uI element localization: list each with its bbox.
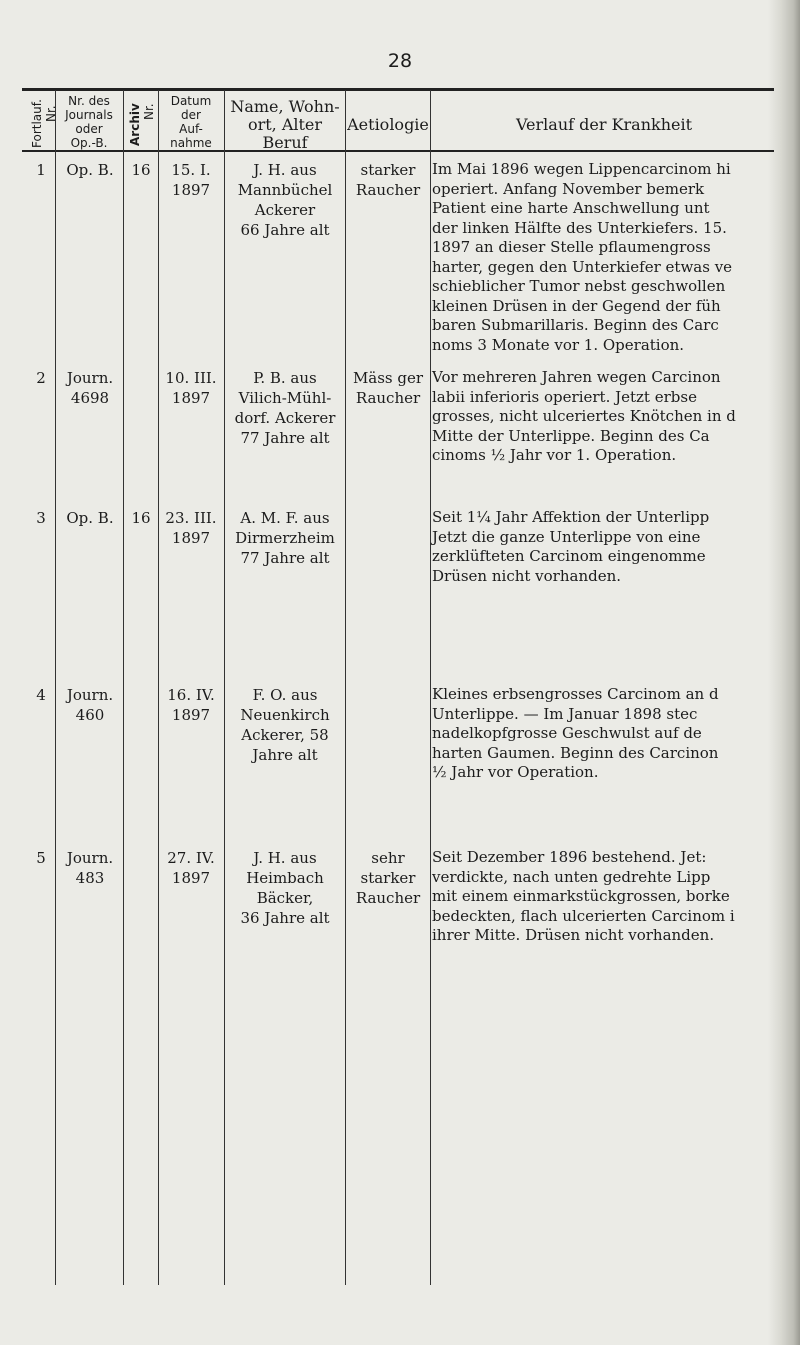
disease-course: Seit Dezember 1896 bestehend. Jet: verdickte, nach unten gedrehte Lipp mit einem einmarkstückgrossen, borke bedeckten, flach ulcerierten Carcinom i ihrer Mitte. Drüsen nicht vorhanden. (432, 848, 735, 944)
admission-date: 23. III. 1897 (165, 509, 217, 547)
header-fortlauf: Fortlauf. (30, 99, 44, 148)
admission-date: 16. IV. 1897 (167, 686, 215, 724)
admission-date: 15. I. 1897 (171, 161, 211, 199)
disease-course: Seit 1¼ Jahr Affektion der Unterlipp Jetzt die ganze Unterlippe von eine zerklüfteten Carcinom eingenomme Drüsen nicht vorhanden. (432, 508, 710, 585)
row-number: 4 (36, 686, 46, 704)
journal-ref: Journ. 4698 (66, 369, 114, 407)
aetiology: Mäss ger Raucher (352, 369, 424, 407)
patient-info: A. M. F. aus Dirmerzheim 77 Jahre alt (235, 509, 335, 567)
journal-ref: Op. B. (66, 161, 114, 179)
journal-ref: Op. B. (66, 509, 114, 527)
header-verlauf: Verlauf der Krankheit (515, 115, 693, 134)
column-divider (224, 90, 225, 1285)
archive-nr: 16 (131, 161, 151, 179)
admission-date: 27. IV. 1897 (167, 849, 215, 887)
journal-ref: Journ. 460 (66, 686, 114, 724)
header-journal: Nr. des Journals oder Op.-B. (65, 94, 113, 150)
patient-info: P. B. aus Vilich-Mühl- dorf. Ackerer 77 Jahre alt (234, 369, 336, 447)
row-number: 2 (36, 369, 46, 387)
column-divider (55, 90, 56, 1285)
aetiology: sehr starker Raucher (355, 849, 421, 907)
patient-info: J. H. aus Heimbach Bäcker, 36 Jahre alt (240, 849, 330, 927)
header-archiv: Archiv (128, 103, 142, 146)
header-fortlauf-nr: Nr. (44, 105, 58, 122)
header-datum: Datum der Auf- nahme (170, 94, 212, 150)
header-aetiologie: Aetiologie (347, 115, 429, 134)
row-number: 5 (36, 849, 46, 867)
column-divider (430, 90, 431, 1285)
patient-info: J. H. aus Mannbüchel Ackerer 66 Jahre alt (237, 161, 333, 239)
page-number: 28 (387, 50, 413, 72)
disease-course: Kleines erbsengrosses Carcinom an d Unterlippe. — Im Januar 1898 stec nadelkopfgrosse Geschwulst auf de harten Gaumen. Beginn des Carcinon ½ Jahr vor Operation. (432, 685, 719, 781)
journal-ref: Journ. 483 (66, 849, 114, 887)
disease-course: Vor mehreren Jahren wegen Carcinon labii inferioris operiert. Jetzt erbse grosses, nicht ulceriertes Knötchen in d Mitte der Unterlippe. Beginn des Ca cinoms ½ Jahr vor 1. Operation. (432, 368, 736, 464)
archive-nr: 16 (131, 509, 151, 527)
aetiology: starker Raucher (355, 161, 421, 199)
header-bottom-rule (22, 150, 774, 152)
table-top-rule (22, 88, 774, 91)
disease-course: Im Mai 1896 wegen Lippencarcinom hi operiert. Anfang November bemerk Patient eine harte Anschwellung unt der linken Hälfte des Unterkiefers. 15. 1897 an dieser Stelle pflaumengross harter, gegen den Unterkiefer etwas ve schieblicher Tumor nebst geschwollen kleinen Drüsen in der Gegend der füh baren Submarillaris. Beginn des Carc noms 3 Monate vor 1. Operation. (432, 160, 733, 354)
header-archiv-nr: Nr. (142, 103, 156, 120)
column-divider (345, 90, 346, 1285)
column-divider (123, 90, 124, 1285)
header-name: Name, Wohn- ort, Alter Beruf (230, 97, 340, 152)
row-number: 3 (36, 509, 46, 527)
column-divider (158, 90, 159, 1285)
admission-date: 10. III. 1897 (165, 369, 217, 407)
row-number: 1 (36, 161, 46, 179)
patient-info: F. O. aus Neuenkirch Ackerer, 58 Jahre alt (240, 686, 330, 764)
